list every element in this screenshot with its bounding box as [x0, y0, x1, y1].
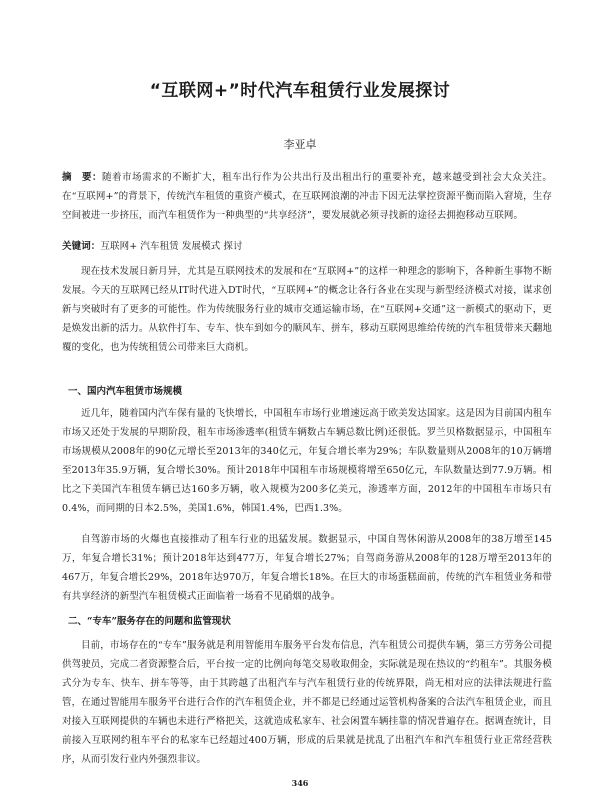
page-number: 346	[291, 778, 309, 788]
abstract-label: 摘 要：	[62, 172, 103, 183]
keywords-label: 关键词：	[62, 241, 101, 252]
paragraph-special-car: 目前，市场存在的“专车”服务就是利用智能用车服务平台发布信息，汽车租赁公司提供车辆，第三方劳务公司提供驾驶员，完成二者资源整合后，平台按一定的比例向每笔交易收取佣金，实际就是现在热议的“约租车”。其服务模式分为专车、快车、拼车等等，由于其跨越了出租汽车与汽车租赁行业的传统界限，尚无相对应的法律法规进行监管，在通过智能用车服务平台进行合作的汽车租赁企业，并不都是已经通过运管机构备案的合法汽车租赁企业，而且对接入互联网提供的车辆也未进行严格把关，这就造成私家车、社会闲置车辆挂靠的情况普遍存在。据调查统计，目前接入互联网约租车平台的私家车已经超过400万辆，形成的后果就是扰乱了出租汽车和汽车租赁行业正常经营秩序，从而引发行业内外强烈非议。	[62, 640, 552, 765]
paragraph-self-drive: 自驾游市场的火爆也直接推动了租车行业的迅猛发展。数据显示，中国自驾休闲游从2008年的38万增至145万，年复合增长31%；预计2018年达到477万，年复合增长27%；自驾商务游从2008年的128万增至2013年的467万，年复合增长29%，2018年达970万，年复合增长18%。在巨大的市场蛋糕面前，传统的汽车租赁业务和带有共享经济的新型汽车租赁模式正面临着一场看不见硝烟的战争。	[62, 534, 552, 602]
keywords-text: 互联网+ 汽车租赁 发展模式 探讨	[100, 241, 243, 252]
intro-paragraph: 现在技术发展日新月异，尤其是互联网技术的发展和在“互联网+”的这样一种理念的影响下，各种新生事物不断发展。今天的互联网已经从IT时代进入DT时代，“互联网+”的概念让各行各业在实现与新型经济模式对接，谋求创新与突破时有了更多的可能性。作为传统服务行业的城市交通运输市场，在“互联网+交通”这一新模式的驱动下，更是焕发出新的活力。从软件打车、专车、快车到如今的顺风车、拼车，移动互联网思维给传统的汽车租赁带来天翻地覆的变化，也为传统租赁公司带来巨大商机。	[62, 266, 552, 353]
abstract-text: 随着市场需求的不断扩大，租车出行作为公共出行及出租出行的重要补充，越来越受到社会大众关注。在“互联网+”的背景下，传统汽车租赁的重资产模式，在互联网浪潮的冲击下因无法掌控资源平衡而陷入窘境，生存空间被进一步挤压，而汽车租赁作为一种典型的“共享经济”，要发展就必须寻找新的途径去拥抱移动互联网。	[62, 172, 552, 221]
section-heading-1: 一、国内汽车租赁市场规模	[68, 386, 183, 397]
article-title: “互联网+”时代汽车租赁行业发展探讨	[149, 81, 451, 101]
paragraph-market-size: 近几年，随着国内汽车保有量的飞快增长，中国租车市场行业增速远高于欧美发达国家。这是因为目前国内租车市场又还处于发展的早期阶段，租车市场渗透率(租赁车辆数占车辆总数比例)还很低。罗兰贝格数据显示，中国租车市场规模从2008年的90亿元增长至2013年的340亿元，年复合增长率为29%；车队数量则从2008年的10万辆增至2013年35.9万辆，复合增长30%。预计2018年中国租车市场规模将增至650亿元，车队数量达到77.9万辆。相比之下美国汽车租赁车辆已达160多万辆，收入规模为200多亿美元，渗透率方面，2012年的中国租车市场只有0.4%，而同期的日本2.5%，美国1.6%，韩国1.4%，巴西1.3%。	[62, 408, 552, 514]
keywords	[62, 237, 552, 256]
section-heading-2: 二、“专车”服务存在的问题和监管现状	[68, 616, 231, 627]
author-name: 李亚卓	[283, 138, 317, 151]
abstract	[62, 168, 552, 225]
